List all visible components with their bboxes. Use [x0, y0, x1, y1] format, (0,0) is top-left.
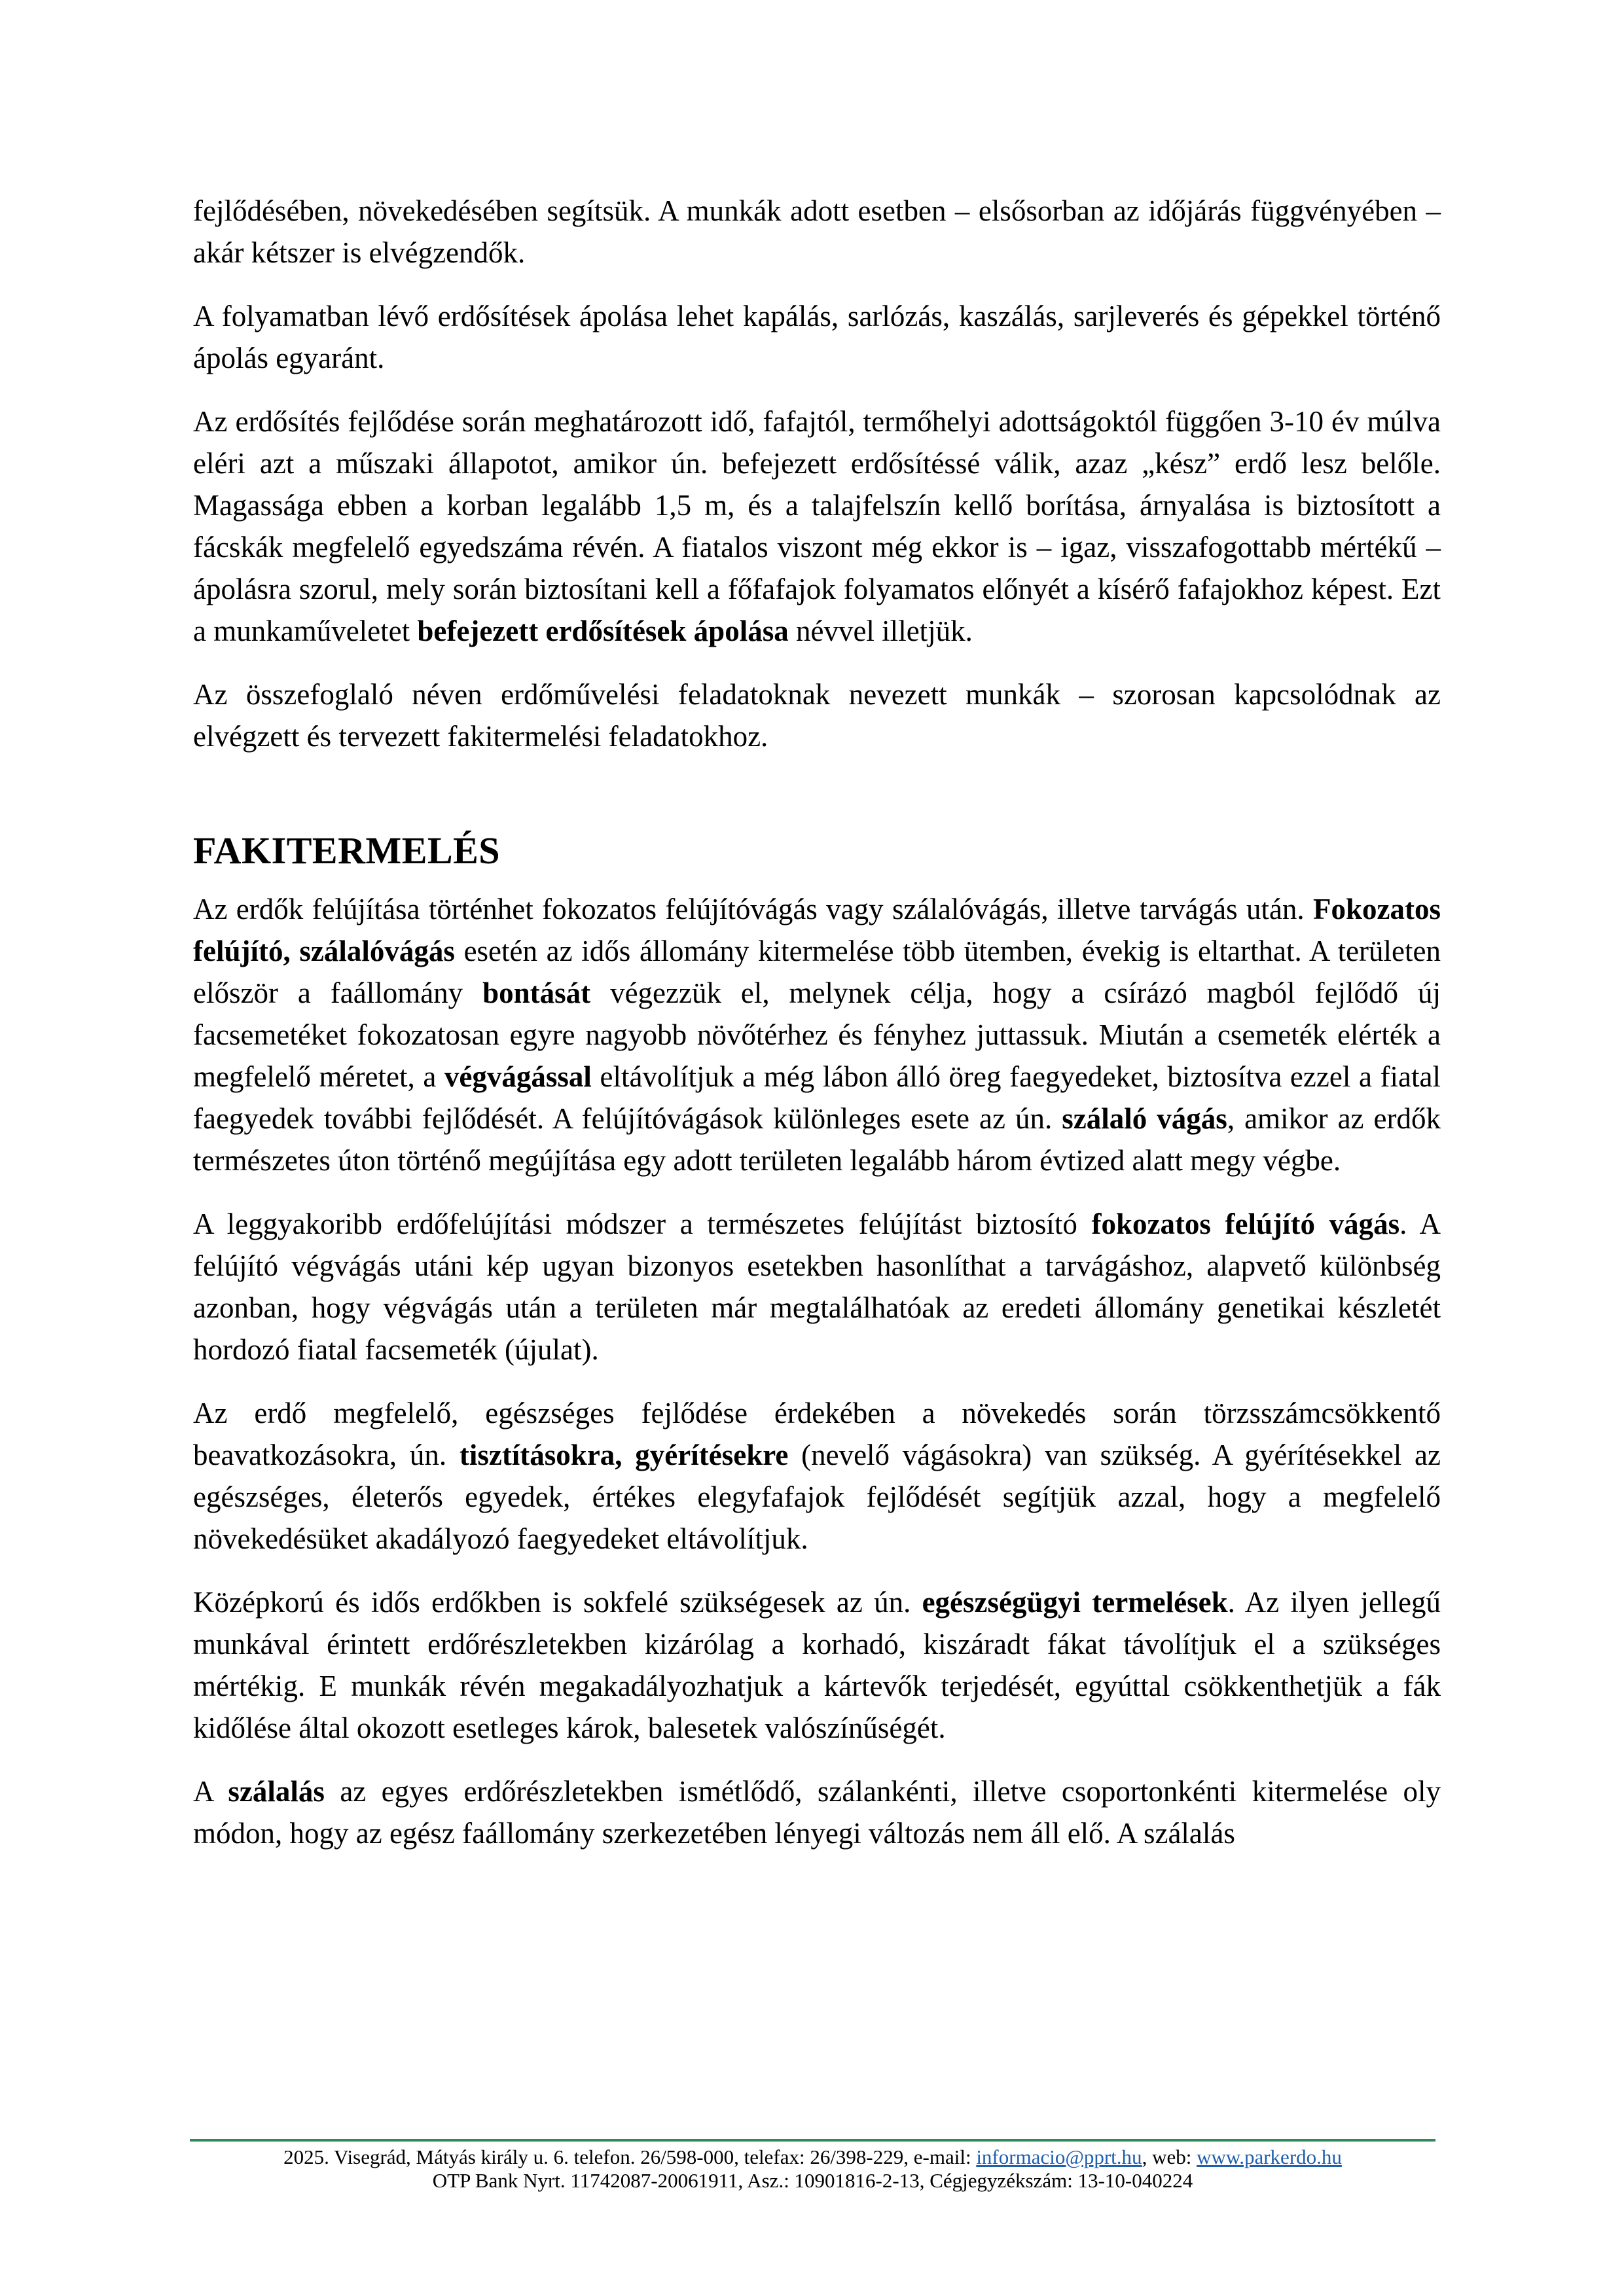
website-link[interactable]: www.parkerdo.hu: [1197, 2145, 1342, 2168]
body-paragraph: [193, 1203, 1441, 1371]
body-paragraph: [193, 673, 1441, 757]
paragraph-text: . Az ilyen jellegű munkával érintett erdőrészletekben kizárólag a korhadó, kiszáradt fákat távolítjuk el a szükséges mértékig. E munkák révén megakadályozhatjuk a kártevők terjedését, egyúttal csökkenthetjük a fák kidőlése által okozott esetleges károk, balesetek valószínűségét.: [193, 1586, 1441, 1744]
emphasized-term: szálaló vágás: [1062, 1102, 1227, 1135]
paragraph-text: eltávolítjuk a még lábon álló öreg faegyedeket, biztosítva ezzel a fiatal faegyedek további fejlődését. A felújítóvágások különleges esete az ún.: [193, 1060, 1441, 1135]
emphasized-term: bontását: [482, 977, 591, 1009]
page-footer: [190, 2139, 1435, 2193]
emphasized-term: tisztításokra, gyérítésekre: [459, 1439, 789, 1471]
paragraph-text: Középkorú és idős erdőkben is sokfelé szükségesek az ún.: [193, 1586, 922, 1619]
footer-web-label: , web:: [1142, 2145, 1197, 2168]
document-page: [193, 190, 1441, 1876]
section-heading: FAKITERMELÉS: [193, 829, 501, 872]
paragraph-text: A: [193, 1775, 228, 1808]
emphasized-term: befejezett erdősítések ápolása: [417, 615, 789, 647]
emphasized-term: végvágással: [444, 1060, 592, 1093]
body-paragraph: [193, 1770, 1441, 1854]
paragraph-text: A folyamatban lévő erdősítések ápolása lehet kapálás, sarlózás, kaszálás, sarjleverés és gépekkel történő ápolás egyaránt.: [193, 300, 1441, 374]
body-paragraph: [193, 1392, 1441, 1560]
paragraph-text: Az erdő megfelelő, egészséges fejlődése érdekében a növekedés során törzsszámcsökkentő beavatkozásokra, ún.: [193, 1397, 1441, 1471]
paragraphs-before-heading: [193, 190, 1441, 757]
emphasized-term: egészségügyi termelések: [922, 1586, 1228, 1619]
emphasized-term: szálalás: [228, 1775, 325, 1808]
body-paragraph: [193, 888, 1441, 1181]
body-paragraph: [193, 1581, 1441, 1749]
paragraph-text: esetén az idős állomány kitermelése több ütemben, évekig is eltarthat. A területen először a faállomány: [193, 935, 1441, 1009]
body-paragraph: [193, 401, 1441, 652]
paragraph-text: Az erdősítés fejlődése során meghatározott idő, fafajtól, termőhelyi adottságoktól függően 3-10 év múlva eléri azt a műszaki állapotot, amikor ún. befejezett erdősítéssé válik, azaz „kész” erdő lesz belőle. Magassága ebben a korban legalább 1,5 m, és a talajfelszín kellő borítása, árnyalása is biztosított a fácskák megfelelő egyedszáma révén. A fiatalos viszont még ekkor is – igaz, visszafogottabb mértékű – ápolásra szorul, mely során biztosítani kell a főfafajok folyamatos előnyét a kísérő fafajokhoz képest. Ezt a munkaműveletet: [193, 405, 1441, 647]
paragraph-text: , amikor az erdők természetes úton történő megújítása egy adott területen legalább három évtized alatt megy végbe.: [193, 1102, 1441, 1177]
paragraphs-after-heading: [193, 888, 1441, 1854]
body-paragraph: [193, 295, 1441, 379]
footer-bank-line: OTP Bank Nyrt. 11742087-20061911, Asz.: 10901816-2-13, Cégjegyzékszám: 13-10-040224: [432, 2169, 1193, 2192]
paragraph-text: A leggyakoribb erdőfelújítási módszer a természetes felújítást biztosító: [193, 1208, 1092, 1240]
emphasized-term: Fokozatos felújító, szálalóvágás: [193, 893, 1441, 967]
paragraph-text: az egyes erdőrészletekben ismétlődő, szálankénti, illetve csoportonkénti kitermelése oly módon, hogy az egész faállomány szerkezetében lényegi változás nem áll elő. A szálalás: [193, 1775, 1441, 1850]
paragraph-text: (nevelő vágásokra) van szükség. A gyérítésekkel az egészséges, életerős egyedek, értékes elegyfafajok fejlődését segítjük azzal, hogy a megfelelő növekedésüket akadályozó faegyedeket eltávolítjuk.: [193, 1439, 1441, 1555]
emphasized-term: fokozatos felújító vágás: [1091, 1208, 1400, 1240]
footer-address-text: 2025. Visegrád, Mátyás király u. 6. telefon. 26/598-000, telefax: 26/398-229, e-mail:: [283, 2145, 977, 2168]
paragraph-text: . A felújító végvágás utáni kép ugyan bizonyos esetekben hasonlíthat a tarvágáshoz, alapvető különbség azonban, hogy végvágás után a területen már megtalálhatóak az eredeti állomány genetikai készletét hordozó fiatal facsemeték (újulat).: [193, 1208, 1441, 1366]
footer-contact-line: [190, 2145, 1435, 2169]
email-link[interactable]: informacio@pprt.hu: [976, 2145, 1142, 2168]
footer-divider: [190, 2139, 1435, 2142]
body-paragraph: [193, 190, 1441, 274]
paragraph-text: végezzük el, melynek célja, hogy a csírázó magból fejlődő új facsemetéket fokozatosan egyre nagyobb növőtérhez és fényhez juttassuk. Miután a csemeték elérték a megfelelő méretet, a: [193, 977, 1441, 1093]
paragraph-text: fejlődésében, növekedésében segítsük. A munkák adott esetben – elsősorban az időjárás függvényében – akár kétszer is elvégzendők.: [193, 194, 1441, 269]
paragraph-text: Az összefoglaló néven erdőművelési feladatoknak nevezett munkák – szorosan kapcsolódnak az elvégzett és tervezett fakitermelési feladatokhoz.: [193, 678, 1441, 753]
paragraph-text: Az erdők felújítása történhet fokozatos felújítóvágás vagy szálalóvágás, illetve tarvágás után.: [193, 893, 1313, 925]
paragraph-text: névvel illetjük.: [788, 615, 973, 647]
